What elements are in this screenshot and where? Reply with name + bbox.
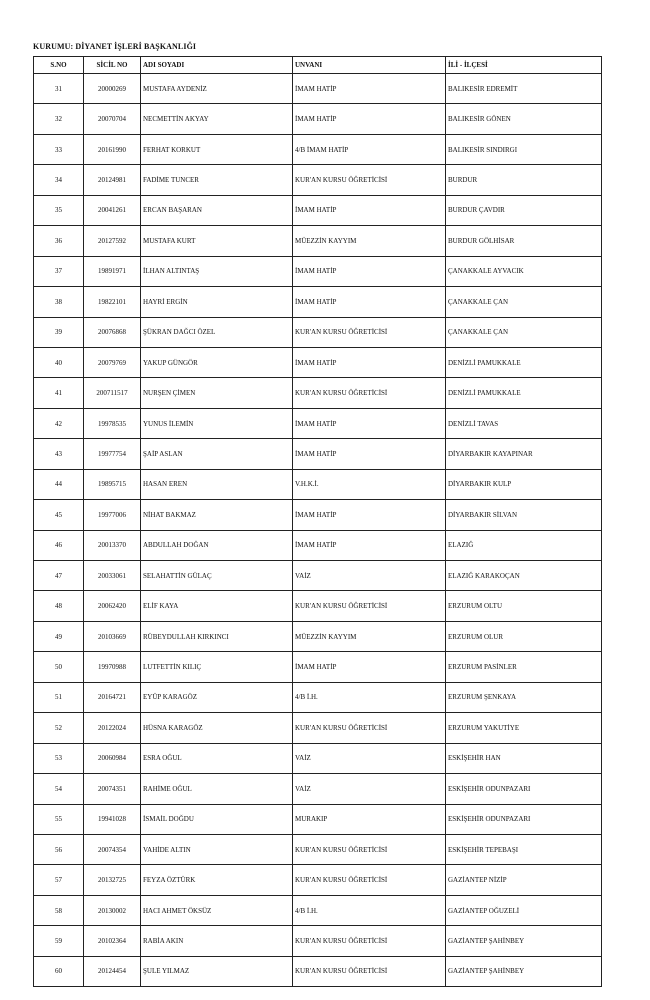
cell-sicil: 20070704 [84, 104, 141, 134]
cell-sno: 56 [34, 834, 84, 864]
table-row [34, 287, 602, 317]
cell-unvan: KUR'AN KURSU ÖĞRETİCİSİ [293, 926, 446, 956]
cell-ilce: ERZURUM OLUR [446, 621, 602, 651]
cell-ilce: ERZURUM ŞENKAYA [446, 682, 602, 712]
cell-sno: 38 [34, 287, 84, 317]
cell-sicil: 19977006 [84, 500, 141, 530]
table-row [34, 408, 602, 438]
cell-ilce: DİYARBAKIR KAYAPINAR [446, 439, 602, 469]
table-row [34, 621, 602, 651]
cell-ilce: ELAZIĞ [446, 530, 602, 560]
cell-unvan: KUR'AN KURSU ÖĞRETİCİSİ [293, 834, 446, 864]
cell-ilce: ESKİŞEHİR HAN [446, 743, 602, 773]
cell-sicil: 19941028 [84, 804, 141, 834]
cell-sicil: 20041261 [84, 195, 141, 225]
table-row [34, 469, 602, 499]
cell-ilce: GAZİANTEP OĞUZELİ [446, 895, 602, 925]
cell-name: ELİF KAYA [141, 591, 293, 621]
cell-unvan: V.H.K.İ. [293, 469, 446, 499]
cell-sno: 54 [34, 774, 84, 804]
column-header-sno: S.NO [34, 57, 84, 74]
cell-unvan: VAİZ [293, 561, 446, 591]
cell-ilce: ERZURUM PASİNLER [446, 652, 602, 682]
cell-name: HASAN EREN [141, 469, 293, 499]
cell-sno: 34 [34, 165, 84, 195]
cell-sno: 58 [34, 895, 84, 925]
cell-ilce: ÇANAKKALE ÇAN [446, 287, 602, 317]
cell-sno: 45 [34, 500, 84, 530]
cell-sicil: 19822101 [84, 287, 141, 317]
cell-name: HAYRİ ERGİN [141, 287, 293, 317]
cell-ilce: ÇANAKKALE ÇAN [446, 317, 602, 347]
cell-sicil: 20130002 [84, 895, 141, 925]
cell-sicil: 19891971 [84, 256, 141, 286]
cell-unvan: İMAM HATİP [293, 104, 446, 134]
cell-ilce: ESKİŞEHİR ODUNPAZARI [446, 804, 602, 834]
table-row [34, 530, 602, 560]
cell-name: İLHAN ALTINTAŞ [141, 256, 293, 286]
cell-unvan: İMAM HATİP [293, 347, 446, 377]
cell-ilce: BURDUR ÇAVDIR [446, 195, 602, 225]
table-row [34, 926, 602, 956]
document-title: KURUMU: DİYANET İŞLERİ BAŞKANLIĞI [33, 42, 197, 51]
cell-unvan: KUR'AN KURSU ÖĞRETİCİSİ [293, 956, 446, 986]
cell-sicil: 20102364 [84, 926, 141, 956]
cell-name: YUNUS İLEMİN [141, 408, 293, 438]
cell-ilce: BURDUR GÖLHİSAR [446, 226, 602, 256]
cell-unvan: İMAM HATİP [293, 74, 446, 104]
cell-name: FADİME TUNCER [141, 165, 293, 195]
cell-sno: 55 [34, 804, 84, 834]
cell-unvan: KUR'AN KURSU ÖĞRETİCİSİ [293, 165, 446, 195]
cell-unvan: VAİZ [293, 743, 446, 773]
cell-ilce: ERZURUM OLTU [446, 591, 602, 621]
cell-ilce: DENİZLİ PAMUKKALE [446, 347, 602, 377]
table-row [34, 865, 602, 895]
cell-sno: 37 [34, 256, 84, 286]
cell-sno: 52 [34, 713, 84, 743]
column-header-sicil: SİCİL NO [84, 57, 141, 74]
cell-ilce: DİYARBAKIR KULP [446, 469, 602, 499]
cell-sno: 35 [34, 195, 84, 225]
cell-name: NECMETTİN AKYAY [141, 104, 293, 134]
cell-ilce: BURDUR [446, 165, 602, 195]
cell-sno: 42 [34, 408, 84, 438]
column-header-unvan: UNVANI [293, 57, 446, 74]
cell-unvan: İMAM HATİP [293, 195, 446, 225]
cell-name: RAHİME OĞUL [141, 774, 293, 804]
cell-sicil: 20076868 [84, 317, 141, 347]
cell-sicil: 19895715 [84, 469, 141, 499]
cell-sicil: 20164721 [84, 682, 141, 712]
table-row [34, 500, 602, 530]
table-row [34, 317, 602, 347]
cell-unvan: MÜEZZİN KAYYIM [293, 226, 446, 256]
table-row [34, 74, 602, 104]
cell-sno: 47 [34, 561, 84, 591]
cell-name: ŞAİP ASLAN [141, 439, 293, 469]
cell-unvan: KUR'AN KURSU ÖĞRETİCİSİ [293, 865, 446, 895]
cell-ilce: BALIKESİR SINDIRGI [446, 134, 602, 164]
cell-sicil: 19977754 [84, 439, 141, 469]
cell-name: FEYZA ÖZTÜRK [141, 865, 293, 895]
cell-name: NİHAT BAKMAZ [141, 500, 293, 530]
cell-sno: 60 [34, 956, 84, 986]
cell-unvan: İMAM HATİP [293, 500, 446, 530]
cell-sno: 36 [34, 226, 84, 256]
cell-unvan: İMAM HATİP [293, 439, 446, 469]
table-row [34, 439, 602, 469]
cell-name: LUTFETTİN KILIÇ [141, 652, 293, 682]
cell-sicil: 20060984 [84, 743, 141, 773]
cell-name: ABDULLAH DOĞAN [141, 530, 293, 560]
cell-name: ŞÜKRAN DAĞCI ÖZEL [141, 317, 293, 347]
cell-sicil: 20033061 [84, 561, 141, 591]
table-row [34, 591, 602, 621]
cell-sicil: 19978535 [84, 408, 141, 438]
cell-ilce: GAZİANTEP NİZİP [446, 865, 602, 895]
table-row [34, 895, 602, 925]
cell-name: VAHİDE ALTIN [141, 834, 293, 864]
table-row [34, 834, 602, 864]
cell-unvan: MÜEZZİN KAYYIM [293, 621, 446, 651]
cell-sicil: 20132725 [84, 865, 141, 895]
cell-sno: 31 [34, 74, 84, 104]
table-row [34, 104, 602, 134]
cell-sicil: 20074351 [84, 774, 141, 804]
cell-sicil: 20000269 [84, 74, 141, 104]
cell-name: MUSTAFA KURT [141, 226, 293, 256]
cell-sicil: 20161990 [84, 134, 141, 164]
cell-sicil: 19970988 [84, 652, 141, 682]
cell-ilce: ÇANAKKALE AYVACIK [446, 256, 602, 286]
cell-unvan: İMAM HATİP [293, 530, 446, 560]
cell-unvan: İMAM HATİP [293, 256, 446, 286]
cell-name: HÜSNA KARAGÖZ [141, 713, 293, 743]
cell-sno: 40 [34, 347, 84, 377]
cell-unvan: 4/B İMAM HATİP [293, 134, 446, 164]
cell-name: ERCAN BAŞARAN [141, 195, 293, 225]
cell-ilce: DENİZLİ TAVAS [446, 408, 602, 438]
cell-sno: 32 [34, 104, 84, 134]
cell-unvan: VAİZ [293, 774, 446, 804]
table-row [34, 347, 602, 377]
cell-name: SELAHATTİN GÜLAÇ [141, 561, 293, 591]
cell-sno: 46 [34, 530, 84, 560]
cell-name: RÜBEYDULLAH KIRKINCI [141, 621, 293, 651]
table-row [34, 256, 602, 286]
table-row [34, 226, 602, 256]
table-row [34, 165, 602, 195]
cell-sno: 50 [34, 652, 84, 682]
cell-name: NURŞEN ÇİMEN [141, 378, 293, 408]
cell-sicil: 20013370 [84, 530, 141, 560]
cell-name: ESRA OĞUL [141, 743, 293, 773]
personnel-table [33, 56, 602, 987]
cell-ilce: ESKİŞEHİR TEPEBAŞI [446, 834, 602, 864]
cell-unvan: MURAKIP [293, 804, 446, 834]
cell-name: İSMAİL DOĞDU [141, 804, 293, 834]
cell-sno: 33 [34, 134, 84, 164]
cell-sno: 39 [34, 317, 84, 347]
table-row [34, 682, 602, 712]
cell-sicil: 20103669 [84, 621, 141, 651]
table-row [34, 774, 602, 804]
cell-ilce: DİYARBAKIR SİLVAN [446, 500, 602, 530]
cell-unvan: KUR'AN KURSU ÖĞRETİCİSİ [293, 591, 446, 621]
table-header-row [34, 57, 602, 74]
cell-sicil: 20124981 [84, 165, 141, 195]
cell-sno: 59 [34, 926, 84, 956]
table-row [34, 956, 602, 986]
table-row [34, 134, 602, 164]
table-row [34, 804, 602, 834]
cell-sicil: 200711517 [84, 378, 141, 408]
table-row [34, 743, 602, 773]
cell-unvan: İMAM HATİP [293, 287, 446, 317]
cell-ilce: DENİZLİ PAMUKKALE [446, 378, 602, 408]
cell-sno: 51 [34, 682, 84, 712]
cell-name: HACI AHMET ÖKSÜZ [141, 895, 293, 925]
cell-sno: 41 [34, 378, 84, 408]
cell-unvan: İMAM HATİP [293, 408, 446, 438]
cell-sno: 49 [34, 621, 84, 651]
cell-unvan: KUR'AN KURSU ÖĞRETİCİSİ [293, 317, 446, 347]
cell-unvan: İMAM HATİP [293, 652, 446, 682]
cell-sicil: 20122024 [84, 713, 141, 743]
column-header-ilce: İLİ - İLÇESİ [446, 57, 602, 74]
column-header-name: ADI SOYADI [141, 57, 293, 74]
cell-unvan: 4/B İ.H. [293, 895, 446, 925]
table-row [34, 561, 602, 591]
cell-ilce: BALIKESİR GÖNEN [446, 104, 602, 134]
cell-unvan: KUR'AN KURSU ÖĞRETİCİSİ [293, 713, 446, 743]
cell-sicil: 20127592 [84, 226, 141, 256]
cell-unvan: KUR'AN KURSU ÖĞRETİCİSİ [293, 378, 446, 408]
cell-ilce: ERZURUM YAKUTİYE [446, 713, 602, 743]
cell-name: RABİA AKIN [141, 926, 293, 956]
cell-sno: 43 [34, 439, 84, 469]
cell-ilce: BALIKESİR EDREMİT [446, 74, 602, 104]
cell-sicil: 20062420 [84, 591, 141, 621]
cell-name: FERHAT KORKUT [141, 134, 293, 164]
cell-sicil: 20124454 [84, 956, 141, 986]
cell-ilce: ELAZIĞ KARAKOÇAN [446, 561, 602, 591]
table-row [34, 195, 602, 225]
table-row [34, 713, 602, 743]
table-row [34, 378, 602, 408]
cell-name: MUSTAFA AYDENİZ [141, 74, 293, 104]
table-body [34, 74, 602, 987]
cell-ilce: ESKİŞEHİR ODUNPAZARI [446, 774, 602, 804]
cell-unvan: 4/B İ.H. [293, 682, 446, 712]
cell-sicil: 20079769 [84, 347, 141, 377]
cell-name: EYÜP KARAGÖZ [141, 682, 293, 712]
cell-sno: 53 [34, 743, 84, 773]
cell-sno: 44 [34, 469, 84, 499]
cell-name: ŞULE YILMAZ [141, 956, 293, 986]
table-row [34, 652, 602, 682]
cell-sicil: 20074354 [84, 834, 141, 864]
cell-sno: 48 [34, 591, 84, 621]
cell-name: YAKUP GÜNGÖR [141, 347, 293, 377]
cell-ilce: GAZİANTEP ŞAHİNBEY [446, 926, 602, 956]
cell-ilce: GAZİANTEP ŞAHİNBEY [446, 956, 602, 986]
cell-sno: 57 [34, 865, 84, 895]
